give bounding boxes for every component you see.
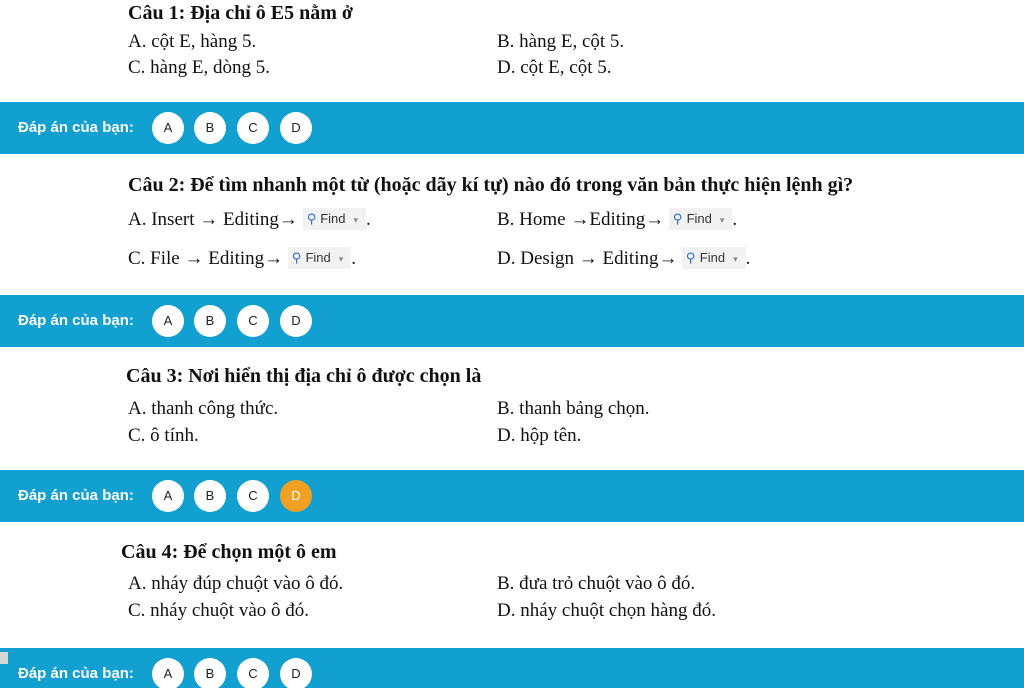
magnifier-icon: ⚲ xyxy=(673,211,683,226)
scroll-handle[interactable] xyxy=(0,652,8,664)
q3-choice-b-button[interactable]: B xyxy=(194,480,226,512)
answer-label: Đáp án của bạn: xyxy=(18,487,134,504)
answer-label: Đáp án của bạn: xyxy=(18,119,134,136)
q4-choice-c-button[interactable]: C xyxy=(237,658,269,688)
option-period: . xyxy=(745,248,751,269)
q2-option-b xyxy=(497,208,737,232)
q3-option-d: D. hộp tên. xyxy=(497,425,582,446)
q2-option-d xyxy=(497,247,750,271)
caret-down-icon: ▾ xyxy=(338,254,344,264)
q1-choice-c-button[interactable]: C xyxy=(237,112,269,144)
q1-choice-b-button[interactable]: B xyxy=(194,112,226,144)
q1-option-a: A. cột E, hàng 5. xyxy=(128,31,257,52)
magnifier-icon: ⚲ xyxy=(291,250,302,265)
q2-choice-b-button[interactable]: B xyxy=(194,305,226,337)
q3-choice-c-button[interactable]: C xyxy=(237,480,269,512)
find-button-image xyxy=(303,208,366,230)
q4-option-d: D. nháy chuột chọn hàng đó. xyxy=(497,600,716,621)
find-button-image xyxy=(669,208,732,230)
option-period: . xyxy=(351,248,357,269)
option-period: . xyxy=(366,209,371,230)
q1-option-d: D. cột E, cột 5. xyxy=(497,57,612,78)
answer-bar-q2 xyxy=(0,295,1024,347)
q1-choice-d-button[interactable]: D xyxy=(280,112,312,144)
q2-option-a xyxy=(128,208,371,232)
answer-bar-q4 xyxy=(0,648,1024,688)
find-label: Find xyxy=(320,211,346,226)
q4-choice-a-button[interactable]: A xyxy=(152,658,184,688)
q2-option-c xyxy=(128,247,356,271)
find-label: Find xyxy=(305,250,331,265)
option-period: . xyxy=(732,209,738,230)
q4-option-c: C. nháy chuột vào ô đó. xyxy=(128,600,310,621)
q1-option-c: C. hàng E, dòng 5. xyxy=(128,57,270,78)
caret-down-icon: ▾ xyxy=(719,215,725,225)
q2-option-a-text: A. Insert → Editing→ xyxy=(128,209,298,230)
question-2-title: Câu 2: Để tìm nhanh một từ (hoặc dãy kí tự) nào đó trong văn bản thực hiện lệnh gì? xyxy=(128,174,854,196)
question-3-title: Câu 3: Nơi hiển thị địa chỉ ô được chọn là xyxy=(126,365,482,387)
q4-option-b: B. đưa trỏ chuột vào ô đó. xyxy=(497,573,696,594)
caret-down-icon: ▾ xyxy=(733,254,738,264)
q3-option-c: C. ô tính. xyxy=(128,425,199,446)
q2-choice-d-button[interactable]: D xyxy=(280,305,312,337)
q3-option-a: A. thanh công thức. xyxy=(128,398,279,419)
answer-label: Đáp án của bạn: xyxy=(18,665,134,682)
q3-choice-a-button[interactable]: A xyxy=(152,480,184,512)
q1-choice-a-button[interactable]: A xyxy=(152,112,184,144)
find-button-image xyxy=(288,247,351,269)
caret-down-icon: ▾ xyxy=(353,215,359,225)
answer-bar-q3 xyxy=(0,470,1024,522)
question-4-title: Câu 4: Để chọn một ô em xyxy=(121,541,337,563)
find-label: Find xyxy=(686,211,712,226)
question-1-title: Câu 1: Địa chỉ ô E5 nằm ở xyxy=(128,2,353,24)
q2-choice-c-button[interactable]: C xyxy=(237,305,269,337)
q2-option-b-text: B. Home →Editing→ xyxy=(497,209,665,230)
q3-option-b: B. thanh bảng chọn. xyxy=(497,398,650,419)
answer-label: Đáp án của bạn: xyxy=(18,312,134,329)
find-button-image xyxy=(682,247,745,269)
q2-option-c-text: C. File → Editing→ xyxy=(128,248,284,269)
magnifier-icon: ⚲ xyxy=(306,211,317,226)
q4-choice-b-button[interactable]: B xyxy=(194,658,226,688)
find-label: Find xyxy=(699,250,726,265)
q2-option-d-text: D. Design → Editing→ xyxy=(497,248,678,269)
q2-choice-a-button[interactable]: A xyxy=(152,305,184,337)
q4-choice-d-button[interactable]: D xyxy=(280,658,312,688)
answer-bar-q1 xyxy=(0,102,1024,154)
magnifier-icon: ⚲ xyxy=(686,250,696,265)
q4-option-a: A. nháy đúp chuột vào ô đó. xyxy=(128,573,344,594)
q1-option-b: B. hàng E, cột 5. xyxy=(497,31,625,52)
q3-choice-d-button-selected[interactable]: D xyxy=(280,480,312,512)
